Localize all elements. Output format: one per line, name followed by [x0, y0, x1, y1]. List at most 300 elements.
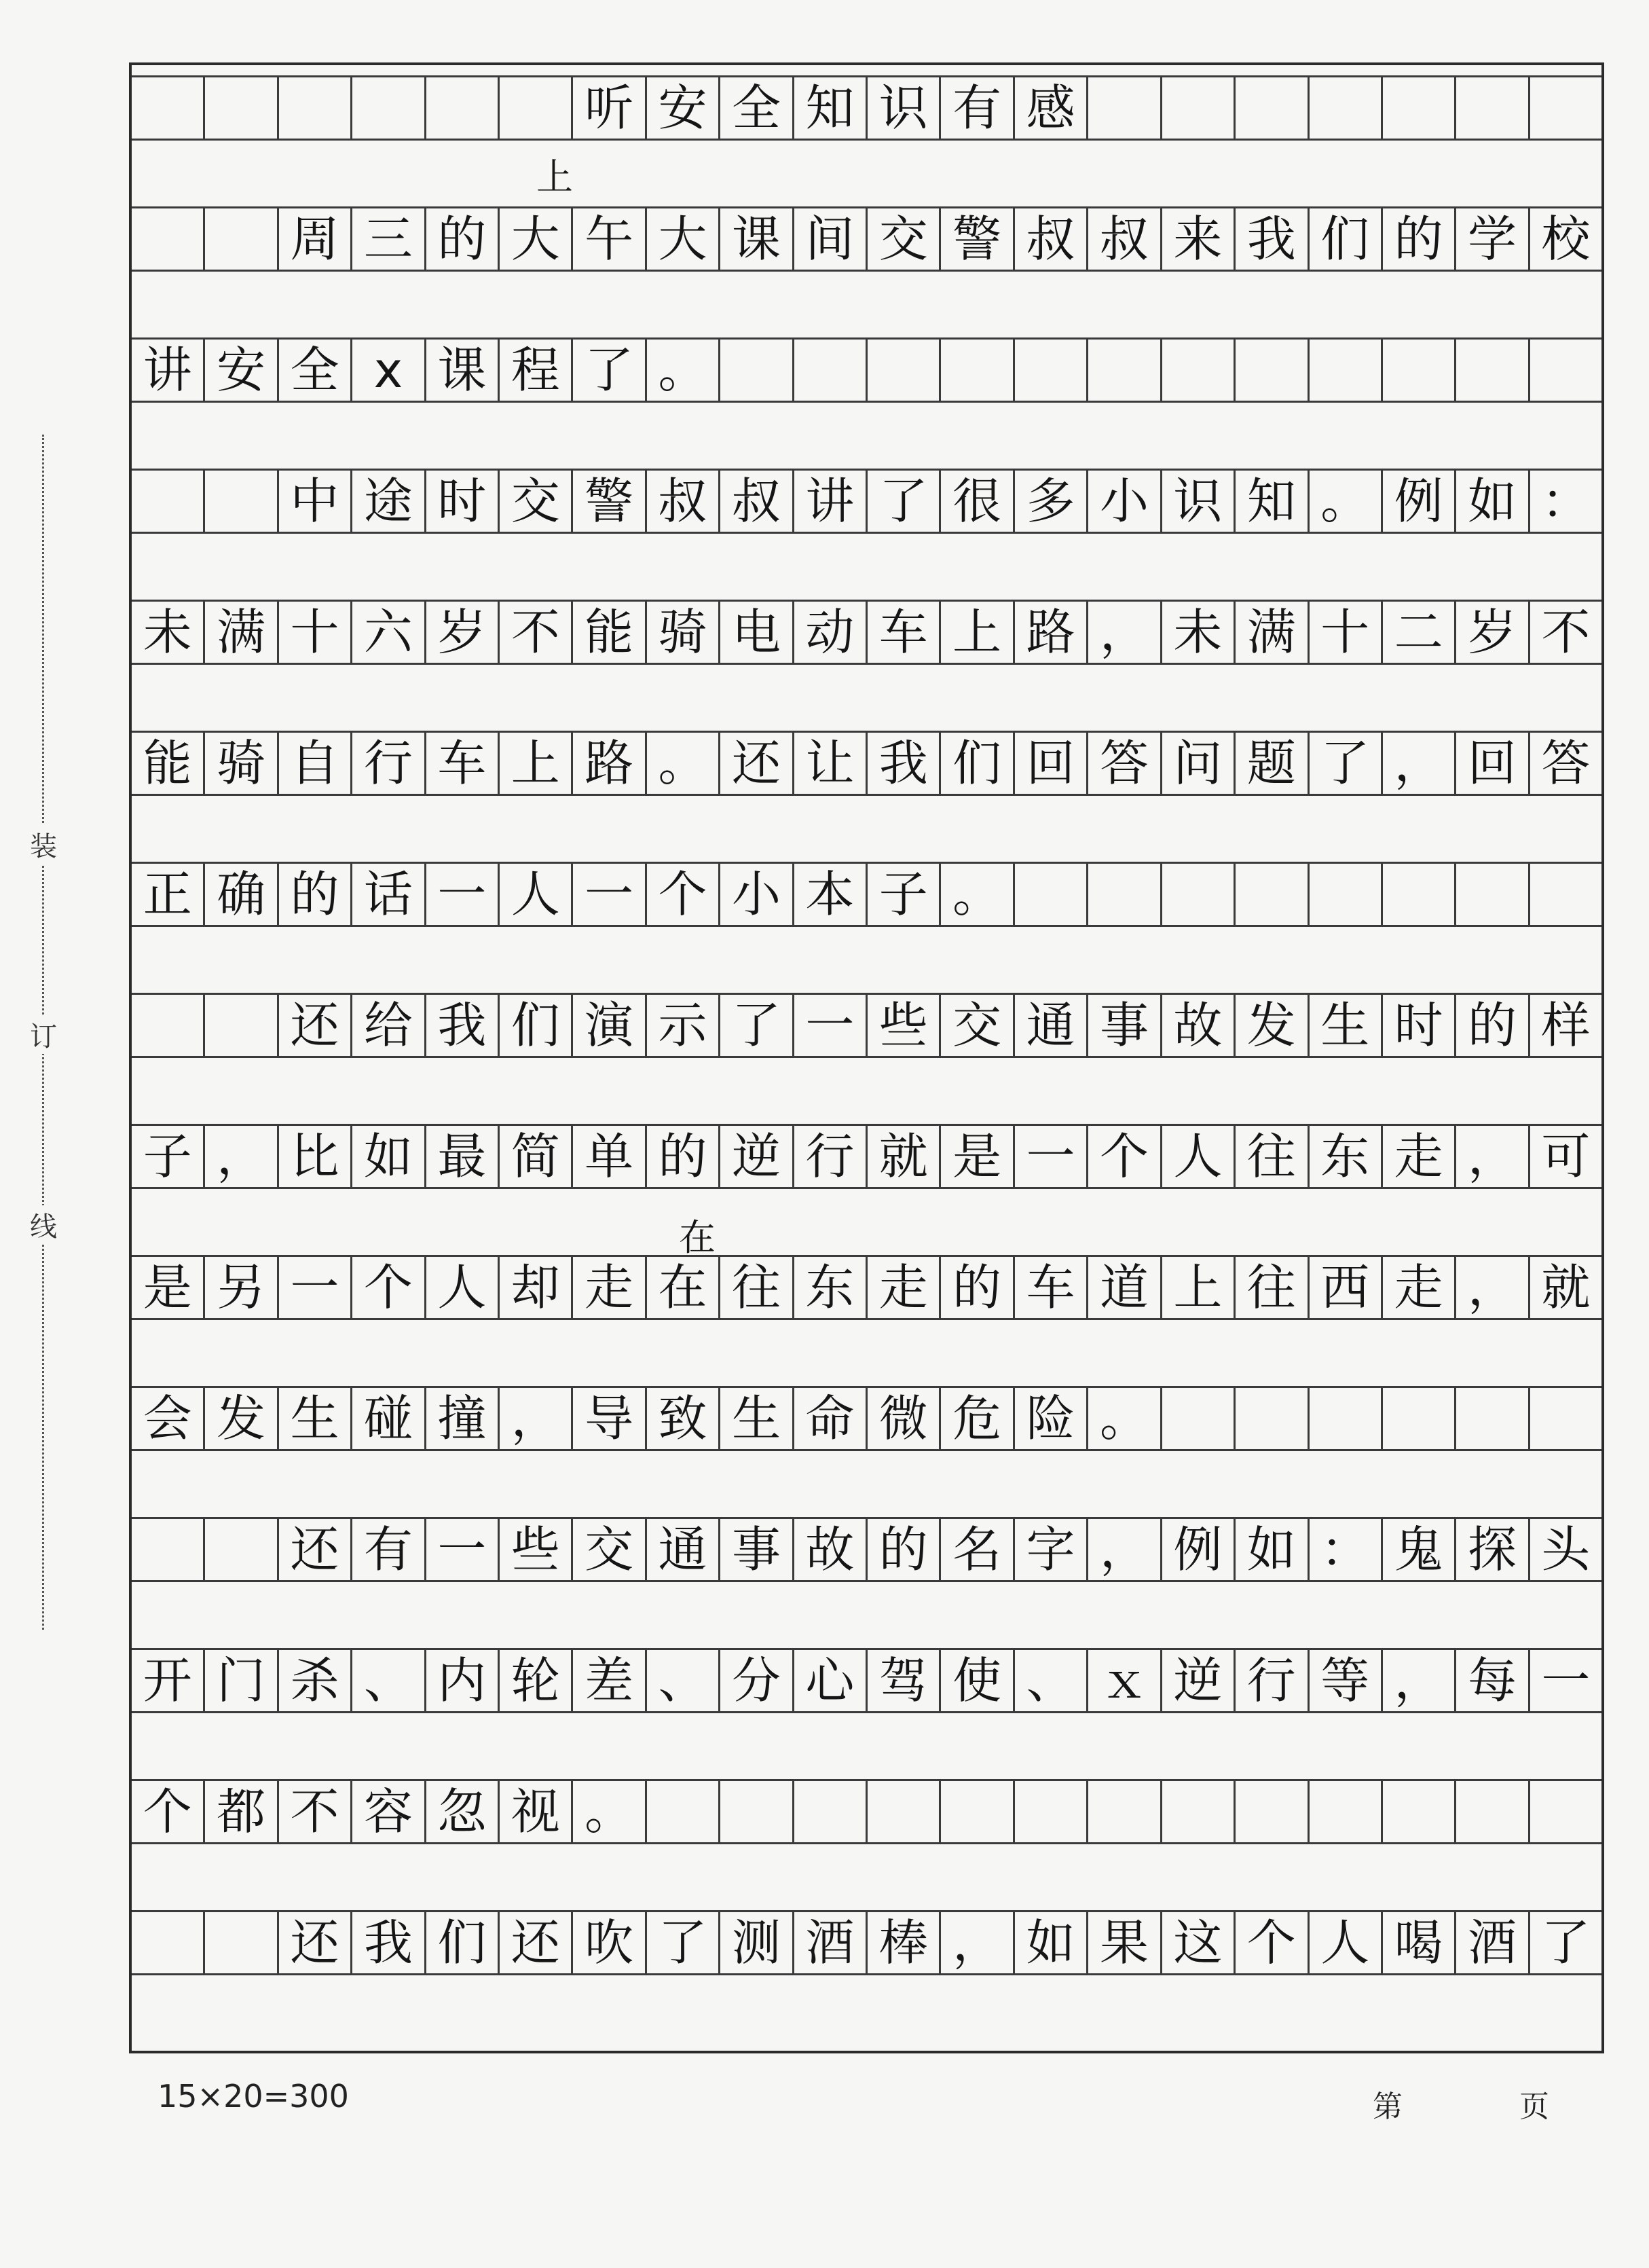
grid-cell: 示: [647, 995, 720, 1056]
grid-cell: 的: [1456, 995, 1530, 1056]
grid-cell: [132, 995, 205, 1056]
grid-cell: 事: [720, 1519, 794, 1580]
grid-cell: [205, 1912, 278, 1973]
grid-cell: 路: [1015, 602, 1088, 663]
grid-cell: 命: [794, 1388, 868, 1449]
grid-cell: 电: [720, 602, 794, 663]
grid-cell: 听: [573, 77, 646, 139]
grid-cell: 本: [794, 864, 868, 925]
grid-cell: 子: [132, 1126, 205, 1187]
grid-cell: [1310, 1388, 1383, 1449]
grid-cell: ，: [1456, 1257, 1530, 1318]
grid-cell: 警: [941, 208, 1014, 270]
grid-cell: [132, 1519, 205, 1580]
grid-cell: 生: [279, 1388, 352, 1449]
grid-cell: 简: [500, 1126, 573, 1187]
grid-cell: [1236, 77, 1309, 139]
grid-cell: [279, 77, 352, 139]
grid-cell: 如: [1456, 471, 1530, 532]
grid-cell: [1383, 864, 1456, 925]
grid-cell: [205, 471, 278, 532]
grid-cell: [868, 1781, 941, 1842]
grid-cell: 十: [279, 602, 352, 663]
grid-cell: 事: [1088, 995, 1162, 1056]
grid-cell: 午: [573, 208, 646, 270]
grid-cell: 在: [647, 1257, 720, 1318]
grid-cell: 人: [1310, 1912, 1383, 1973]
grid-cell: 开: [132, 1650, 205, 1711]
grid-cell: 的: [941, 1257, 1014, 1318]
grid-cell: [132, 1912, 205, 1973]
grid-cell: 。: [1310, 471, 1383, 532]
grid-cell: 感: [1015, 77, 1088, 139]
grid-cell: 这: [1162, 1912, 1236, 1973]
grid-cell: [1236, 1388, 1309, 1449]
grid-cell: 让: [794, 733, 868, 794]
grid-row: [132, 1255, 1601, 1320]
grid-cell: 学: [1456, 208, 1530, 270]
grid-cell: [1530, 864, 1601, 925]
grid-cell: 叔: [1088, 208, 1162, 270]
grid-cell: [1088, 1781, 1162, 1842]
grid-cell: ，: [1088, 1519, 1162, 1580]
grid-cell: 一: [426, 864, 500, 925]
grid-row: [132, 1910, 1601, 1975]
grid-cell: 周: [279, 208, 352, 270]
grid-cell: [1236, 864, 1309, 925]
grid-cell: [1530, 1388, 1601, 1449]
grid-cell: 些: [500, 1519, 573, 1580]
grid-cell: 故: [1162, 995, 1236, 1056]
grid-cell: 十: [1310, 602, 1383, 663]
grid-cell: [500, 77, 573, 139]
grid-cell: 还: [279, 1912, 352, 1973]
grid-cell: 我: [868, 733, 941, 794]
grid-cell: 都: [205, 1781, 278, 1842]
grid-cell: 一: [573, 864, 646, 925]
grid-cell: 个: [1088, 1126, 1162, 1187]
grid-cell: ：: [1310, 1519, 1383, 1580]
grid-cell: 们: [1310, 208, 1383, 270]
grid-cell: 我: [426, 995, 500, 1056]
grid-cell: 棒: [868, 1912, 941, 1973]
grid-cell: 大: [647, 208, 720, 270]
grid-cell: 往: [1236, 1126, 1309, 1187]
grid-cell: 了: [1310, 733, 1383, 794]
grid-cell: [1015, 864, 1088, 925]
grid-cell: 、: [647, 1650, 720, 1711]
grid-cell: [1310, 77, 1383, 139]
grid-row: [132, 1386, 1601, 1451]
grid-cell: 个: [1236, 1912, 1309, 1973]
grid-cell: 个: [647, 864, 720, 925]
grid-cell: 走: [1383, 1126, 1456, 1187]
grid-cell: 三: [352, 208, 426, 270]
grid-cell: 讲: [132, 340, 205, 401]
grid-cell: 东: [794, 1257, 868, 1318]
grid-cell: 识: [1162, 471, 1236, 532]
grid-row: [132, 469, 1601, 534]
grid-cell: 能: [573, 602, 646, 663]
grid-cell: 酒: [1456, 1912, 1530, 1973]
grid-cell: 。: [573, 1781, 646, 1842]
grid-cell: [720, 340, 794, 401]
grid-cell: 叔: [647, 471, 720, 532]
grid-cell: 六: [352, 602, 426, 663]
grid-cell: [868, 340, 941, 401]
grid-cell: 骑: [205, 733, 278, 794]
grid-cell: 们: [500, 995, 573, 1056]
grid-cell: 容: [352, 1781, 426, 1842]
grid-cell: 自: [279, 733, 352, 794]
grid-cell: 来: [1162, 208, 1236, 270]
grid-cell: 往: [1236, 1257, 1309, 1318]
grid-cell: 另: [205, 1257, 278, 1318]
grid-cell: 上: [1162, 1257, 1236, 1318]
grid-cell: 个: [352, 1257, 426, 1318]
grid-cell: 一: [426, 1519, 500, 1580]
grid-cell: 讲: [794, 471, 868, 532]
grid-cell: 全: [279, 340, 352, 401]
grid-cell: 不: [1541, 604, 1591, 661]
grid-cell: 走: [868, 1257, 941, 1318]
grid-cell: 危: [941, 1388, 1014, 1449]
grid-cell: 叔: [1015, 208, 1088, 270]
grid-cell: 给: [352, 995, 426, 1056]
grid-cell: ，: [500, 1388, 573, 1449]
grid-cell: 二: [1383, 602, 1456, 663]
grid-cell: 能: [132, 733, 205, 794]
grid-cell: [132, 77, 205, 139]
grid-cell: 我: [352, 1912, 426, 1973]
grid-cell: 喝: [1383, 1912, 1456, 1973]
grid-cell: [426, 77, 500, 139]
grid-cell: [1015, 1781, 1088, 1842]
grid-cell: 知: [1236, 471, 1309, 532]
grid-cell: 一: [794, 995, 868, 1056]
grid-cell: [1456, 77, 1530, 139]
grid-cell: 样: [1541, 997, 1591, 1054]
grid-cell: 不: [500, 602, 573, 663]
grid-cell: 全: [720, 77, 794, 139]
grid-cell: 了: [868, 471, 941, 532]
grid-cell: 往: [720, 1257, 794, 1318]
grid-cell: [1383, 1388, 1456, 1449]
grid-cell: 人: [1162, 1126, 1236, 1187]
grid-cell: 叔: [720, 471, 794, 532]
grid-cell: 。: [941, 864, 1014, 925]
grid-row: [132, 862, 1601, 927]
grid-cell: [941, 340, 1014, 401]
grid-cell: 上: [500, 733, 573, 794]
grid-cell: 时: [426, 471, 500, 532]
grid-cell: 人: [500, 864, 573, 925]
grid-row: [132, 1779, 1601, 1844]
grid-cell: 使: [941, 1650, 1014, 1711]
grid-cell: 内: [426, 1650, 500, 1711]
grid-cell: 字: [1015, 1519, 1088, 1580]
grid-cell: 行: [1236, 1650, 1309, 1711]
grid-cell: 不: [279, 1781, 352, 1842]
grid-cell: 每: [1456, 1650, 1530, 1711]
correction-annotation-zai: 在: [679, 1216, 716, 1259]
grid-cell: [1162, 1388, 1236, 1449]
grid-cell: 间: [794, 208, 868, 270]
grid-row: [132, 337, 1601, 403]
grid-cell: 了: [647, 1912, 720, 1973]
grid-cell: 走: [573, 1257, 646, 1318]
grid-cell: 岁: [1456, 602, 1530, 663]
grid-cell: 了: [573, 340, 646, 401]
grid-cell: [132, 471, 205, 532]
grid-cell: 可: [1541, 1128, 1591, 1185]
page-number-label: 第: [1373, 2089, 1403, 2124]
grid-cell: 未: [132, 602, 205, 663]
grid-cell: 分: [720, 1650, 794, 1711]
grid-cell: 就: [868, 1126, 941, 1187]
grid-cell: [1383, 77, 1456, 139]
grid-cell: 险: [1015, 1388, 1088, 1449]
page-number-unit: 页: [1519, 2089, 1549, 2124]
grid-cell: 碰: [352, 1388, 426, 1449]
grid-cell: 子: [868, 864, 941, 925]
grid-cell: 、: [1015, 1650, 1088, 1711]
grid-cell: 警: [573, 471, 646, 532]
grid-cell: [205, 995, 278, 1056]
grid-cell: 如: [1236, 1519, 1309, 1580]
grid-cell: ：: [1541, 473, 1591, 530]
grid-cell: 回: [1456, 733, 1530, 794]
grid-cell: [941, 1781, 1014, 1842]
binding-mark-xian: 线: [29, 1205, 58, 1244]
grid-cell: 名: [941, 1519, 1014, 1580]
grid-cell: 岁: [426, 602, 500, 663]
grid-cell: 课: [720, 208, 794, 270]
grid-cell: [1162, 864, 1236, 925]
grid-cell: 走: [1383, 1257, 1456, 1318]
grid-cell: [1088, 77, 1162, 139]
grid-cell: 小: [1088, 471, 1162, 532]
grid-cell: 驾: [868, 1650, 941, 1711]
grid-row: [132, 731, 1601, 796]
grid-cell: 单: [573, 1126, 646, 1187]
grid-cell: 心: [794, 1650, 868, 1711]
grid-row: [132, 600, 1601, 665]
grid-cell: [1236, 1781, 1309, 1842]
grid-cell: 差: [573, 1650, 646, 1711]
grid-cell: 微: [868, 1388, 941, 1449]
grid-cell: ，: [1383, 1650, 1456, 1711]
grid-cell: 安: [205, 340, 278, 401]
grid-cell: 。: [1088, 1388, 1162, 1449]
grid-spec-label: 15×20=300: [158, 2078, 349, 2115]
grid-cell: 还: [720, 733, 794, 794]
grid-cell: 了: [720, 995, 794, 1056]
grid-cell: 的: [868, 1519, 941, 1580]
grid-cell: 很: [941, 471, 1014, 532]
grid-row: [132, 993, 1601, 1058]
grid-cell: 会: [132, 1388, 205, 1449]
grid-row: [132, 75, 1601, 141]
grid-cell: 还: [279, 1519, 352, 1580]
grid-cell: [132, 208, 205, 270]
grid-cell: 识: [868, 77, 941, 139]
grid-cell: 答: [1088, 733, 1162, 794]
grid-cell: ｘ: [1088, 1650, 1162, 1711]
grid-cell: 。: [647, 733, 720, 794]
manuscript-grid-sheet: [129, 62, 1604, 2053]
grid-cell: [1383, 1781, 1456, 1842]
grid-cell: 通: [1015, 995, 1088, 1056]
grid-cell: 满: [1236, 602, 1309, 663]
grid-cell: [1162, 1781, 1236, 1842]
grid-cell: 们: [426, 1912, 500, 1973]
grid-cell: 些: [868, 995, 941, 1056]
grid-row: [132, 1517, 1601, 1582]
grid-cell: 的: [1383, 208, 1456, 270]
grid-cell: 交: [573, 1519, 646, 1580]
grid-cell: 大: [500, 208, 573, 270]
grid-cell: 逆: [720, 1126, 794, 1187]
grid-cell: [794, 1781, 868, 1842]
grid-cell: [1310, 864, 1383, 925]
grid-cell: 行: [794, 1126, 868, 1187]
grid-cell: 鬼: [1383, 1519, 1456, 1580]
grid-cell: 的: [426, 208, 500, 270]
grid-cell: [1310, 340, 1383, 401]
grid-cell: 是: [941, 1126, 1014, 1187]
grid-cell: [720, 1781, 794, 1842]
grid-cell: 行: [352, 733, 426, 794]
grid-cell: 路: [573, 733, 646, 794]
grid-cell: 交: [868, 208, 941, 270]
grid-cell: [1310, 1781, 1383, 1842]
grid-cell: [1015, 340, 1088, 401]
grid-cell: 导: [573, 1388, 646, 1449]
grid-cell: 就: [1541, 1259, 1591, 1316]
grid-cell: [205, 208, 278, 270]
grid-cell: 正: [132, 864, 205, 925]
grid-cell: 却: [500, 1257, 573, 1318]
grid-cell: 有: [352, 1519, 426, 1580]
grid-cell: [1530, 77, 1601, 139]
grid-cell: 撞: [426, 1388, 500, 1449]
grid-cell: 交: [941, 995, 1014, 1056]
grid-cell: 。: [647, 340, 720, 401]
grid-cell: [1088, 864, 1162, 925]
grid-row: [132, 206, 1601, 272]
grid-cell: 的: [647, 1126, 720, 1187]
grid-cell: 通: [647, 1519, 720, 1580]
grid-cell: 生: [1310, 995, 1383, 1056]
grid-cell: 东: [1310, 1126, 1383, 1187]
grid-cell: 交: [500, 471, 573, 532]
grid-cell: [647, 1781, 720, 1842]
grid-cell: [205, 1519, 278, 1580]
grid-cell: 例: [1162, 1519, 1236, 1580]
grid-cell: 吹: [573, 1912, 646, 1973]
grid-cell: ，: [941, 1912, 1014, 1973]
grid-cell: 等: [1310, 1650, 1383, 1711]
grid-cell: [1162, 340, 1236, 401]
grid-cell: 答: [1541, 735, 1591, 792]
grid-cell: [1236, 340, 1309, 401]
grid-cell: 车: [426, 733, 500, 794]
grid-cell: ，: [1456, 1126, 1530, 1187]
grid-cell: 酒: [794, 1912, 868, 1973]
grid-cell: 骑: [647, 602, 720, 663]
grid-cell: 车: [1015, 1257, 1088, 1318]
grid-cell: 演: [573, 995, 646, 1056]
grid-cell: x: [352, 340, 426, 401]
grid-cell: [1456, 864, 1530, 925]
grid-cell: 车: [868, 602, 941, 663]
grid-cell: 多: [1015, 471, 1088, 532]
grid-cell: 一: [1541, 1652, 1591, 1709]
grid-cell: 致: [647, 1388, 720, 1449]
grid-cell: 上: [941, 602, 1014, 663]
grid-cell: 忽: [426, 1781, 500, 1842]
grid-cell: 视: [500, 1781, 573, 1842]
grid-cell: 回: [1015, 733, 1088, 794]
grid-cell: 还: [500, 1912, 573, 1973]
correction-annotation-shang: 上: [536, 156, 573, 198]
grid-cell: 如: [352, 1126, 426, 1187]
grid-cell: 了: [1541, 1914, 1591, 1971]
grid-cell: 校: [1541, 211, 1591, 268]
grid-cell: 题: [1236, 733, 1309, 794]
grid-cell: 一: [1015, 1126, 1088, 1187]
grid-cell: 们: [941, 733, 1014, 794]
grid-cell: [205, 77, 278, 139]
grid-cell: ，: [1383, 733, 1456, 794]
grid-row: [132, 1124, 1601, 1189]
grid-cell: 未: [1162, 602, 1236, 663]
grid-cell: 测: [720, 1912, 794, 1973]
binding-mark-zhuang: 装: [29, 825, 58, 864]
grid-cell: [1456, 1388, 1530, 1449]
grid-cell: 发: [1236, 995, 1309, 1056]
grid-cell: 一: [279, 1257, 352, 1318]
grid-cell: [1530, 340, 1601, 401]
grid-cell: 满: [205, 602, 278, 663]
grid-cell: [1456, 340, 1530, 401]
grid-cell: 个: [132, 1781, 205, 1842]
grid-cell: 小: [720, 864, 794, 925]
grid-cell: 程: [500, 340, 573, 401]
grid-cell: 途: [352, 471, 426, 532]
grid-cell: 发: [205, 1388, 278, 1449]
grid-cell: 、: [352, 1650, 426, 1711]
grid-cell: 逆: [1162, 1650, 1236, 1711]
grid-cell: 如: [1015, 1912, 1088, 1973]
grid-cell: [1530, 1781, 1601, 1842]
grid-cell: 故: [794, 1519, 868, 1580]
grid-cell: 话: [352, 864, 426, 925]
grid-cell: 生: [720, 1388, 794, 1449]
grid-cell: 我: [1236, 208, 1309, 270]
grid-cell: [1383, 340, 1456, 401]
grid-cell: [352, 77, 426, 139]
grid-cell: 时: [1383, 995, 1456, 1056]
grid-cell: 杀: [279, 1650, 352, 1711]
grid-cell: 中: [279, 471, 352, 532]
grid-cell: [1456, 1781, 1530, 1842]
grid-cell: ，: [205, 1126, 278, 1187]
grid-cell: 知: [794, 77, 868, 139]
grid-row: [132, 1648, 1601, 1713]
grid-cell: 动: [794, 602, 868, 663]
